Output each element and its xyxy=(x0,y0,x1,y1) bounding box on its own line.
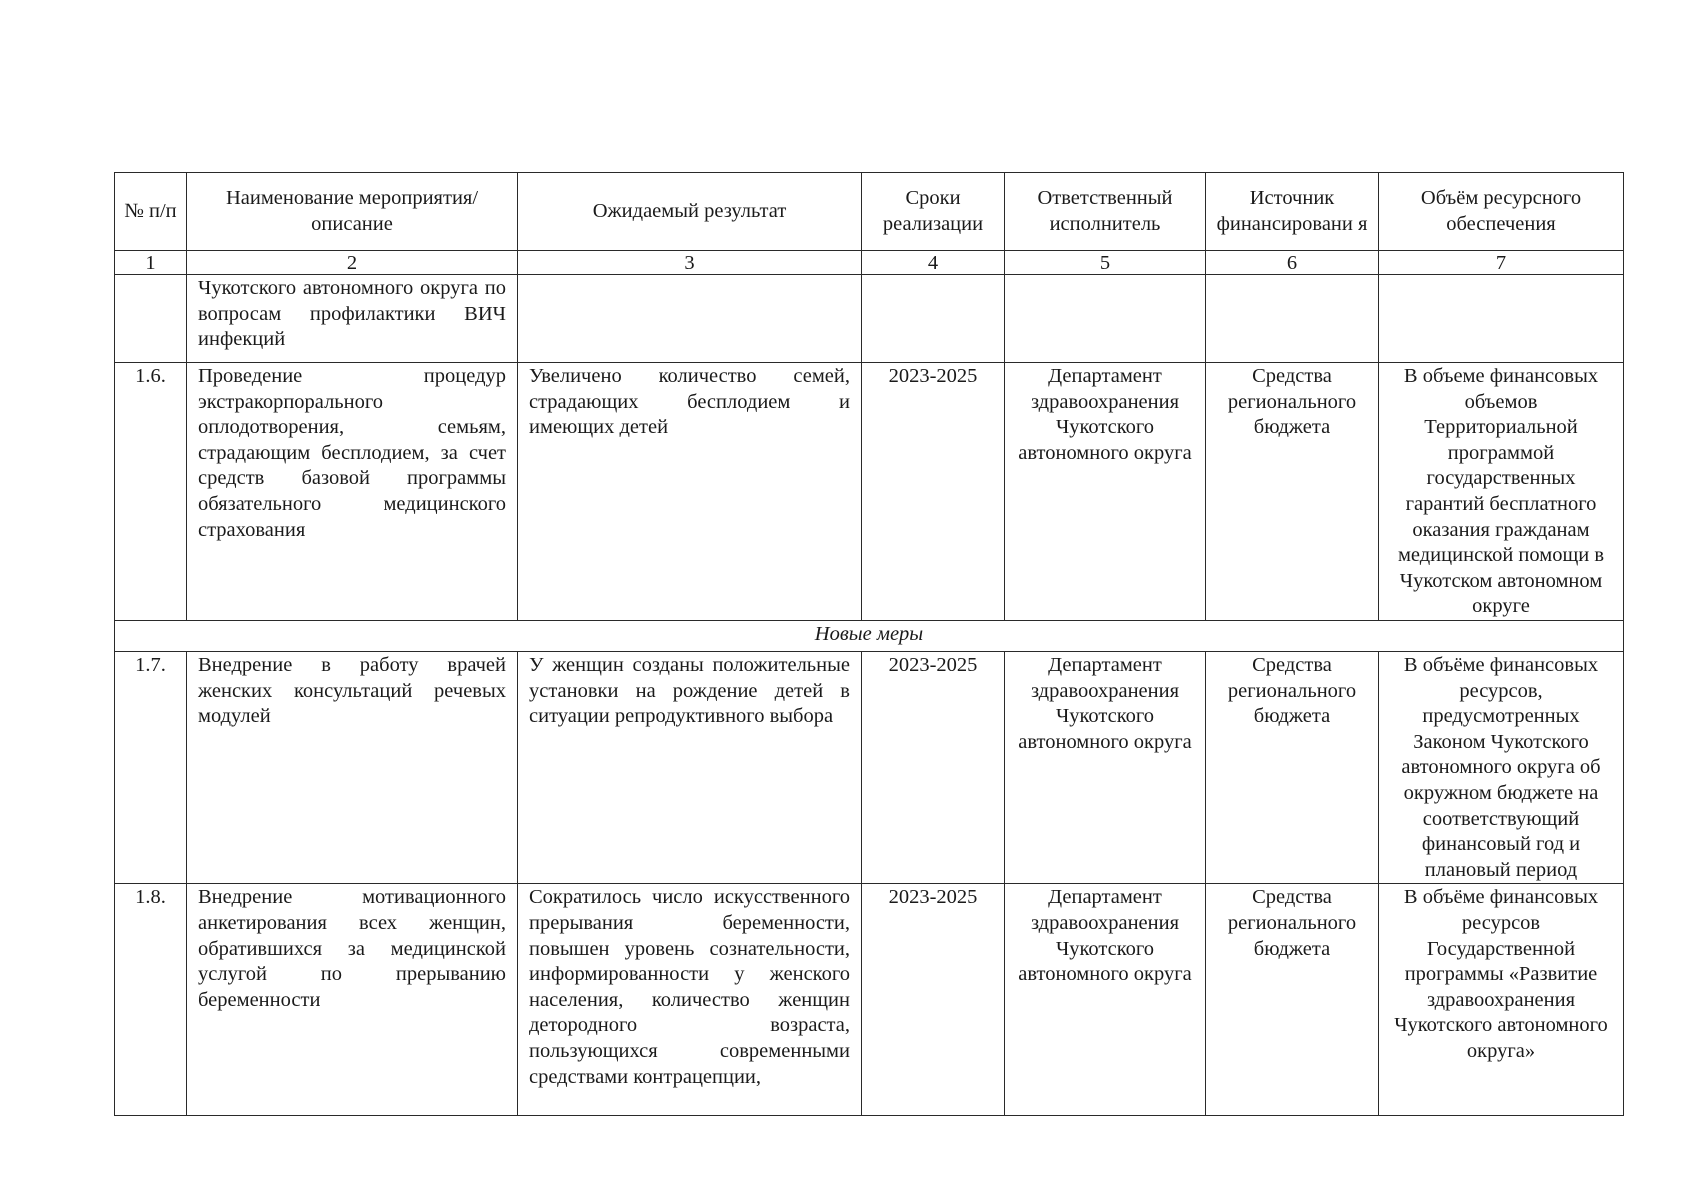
table-row xyxy=(115,275,1624,363)
period: 2023-2025 xyxy=(862,363,1005,621)
measure-name: Внедрение мотивационного анкетирования всех женщин, обратившихся за медицинской услугой по прерыванию беременности xyxy=(187,884,518,1116)
measure-name: Внедрение в работу врачей женских консультаций речевых модулей xyxy=(187,652,518,884)
expected-result: Сократилось число искусственного прерывания беременности, повышен уровень сознательности, информированности у женского населения, количество женщин детородного возраста, пользующихся современными средствами контрацепции, xyxy=(518,884,862,1116)
expected-result: У женщин созданы положительные установки на рождение детей в ситуации репродуктивного выбора xyxy=(518,652,862,884)
header-name: Наименование мероприятия/ описание xyxy=(187,173,518,251)
table-row xyxy=(115,884,1624,1116)
column-number: 4 xyxy=(862,251,1005,275)
header-num: № п/п xyxy=(115,173,187,251)
funding-source: Средства регионального бюджета xyxy=(1206,884,1379,1116)
column-number: 5 xyxy=(1005,251,1206,275)
row-number: 1.7. xyxy=(115,652,187,884)
header-row xyxy=(115,173,1624,251)
column-number: 6 xyxy=(1206,251,1379,275)
table-row xyxy=(115,363,1624,621)
section-row xyxy=(115,621,1624,652)
header-period: Сроки реализации xyxy=(862,173,1005,251)
row-number: 1.8. xyxy=(115,884,187,1116)
column-number-row xyxy=(115,251,1624,275)
section-title: Новые меры xyxy=(115,621,1624,652)
measure-name: Чукотского автономного округа по вопросам профилактики ВИЧ инфекций xyxy=(187,275,518,363)
funding-source: Средства регионального бюджета xyxy=(1206,363,1379,621)
period: 2023-2025 xyxy=(862,652,1005,884)
header-result: Ожидаемый результат xyxy=(518,173,862,251)
header-source: Источник финансировани я xyxy=(1206,173,1379,251)
header-executor: Ответственный исполнитель xyxy=(1005,173,1206,251)
measures-table xyxy=(114,172,1624,1116)
executor: Департамент здравоохранения Чукотского автономного округа xyxy=(1005,884,1206,1116)
executor: Департамент здравоохранения Чукотского автономного округа xyxy=(1005,652,1206,884)
resource-volume: В объёме финансовых ресурсов, предусмотренных Законом Чукотского автономного округа об окружном бюджете на соответствующий финансовый год и плановый период xyxy=(1379,652,1624,884)
header-volume: Объём ресурсного обеспечения xyxy=(1379,173,1624,251)
executor: Департамент здравоохранения Чукотского автономного округа xyxy=(1005,363,1206,621)
column-number: 7 xyxy=(1379,251,1624,275)
period: 2023-2025 xyxy=(862,884,1005,1116)
resource-volume: В объёме финансовых ресурсов Государственной программы «Развитие здравоохранения Чукотского автономного округа» xyxy=(1379,884,1624,1116)
resource-volume: В объеме финансовых объемов Территориальной программой государственных гарантий бесплатного оказания гражданам медицинской помощи в Чукотском автономном округе xyxy=(1379,363,1624,621)
expected-result: Увеличено количество семей, страдающих бесплодием и имеющих детей xyxy=(518,363,862,621)
table-row xyxy=(115,652,1624,884)
funding-source: Средства регионального бюджета xyxy=(1206,652,1379,884)
column-number: 2 xyxy=(187,251,518,275)
column-number: 3 xyxy=(518,251,862,275)
measure-name: Проведение процедур экстракорпорального оплодотворения, семьям, страдающим бесплодием, за счет средств базовой программы обязательного медицинского страхования xyxy=(187,363,518,621)
row-number: 1.6. xyxy=(115,363,187,621)
column-number: 1 xyxy=(115,251,187,275)
